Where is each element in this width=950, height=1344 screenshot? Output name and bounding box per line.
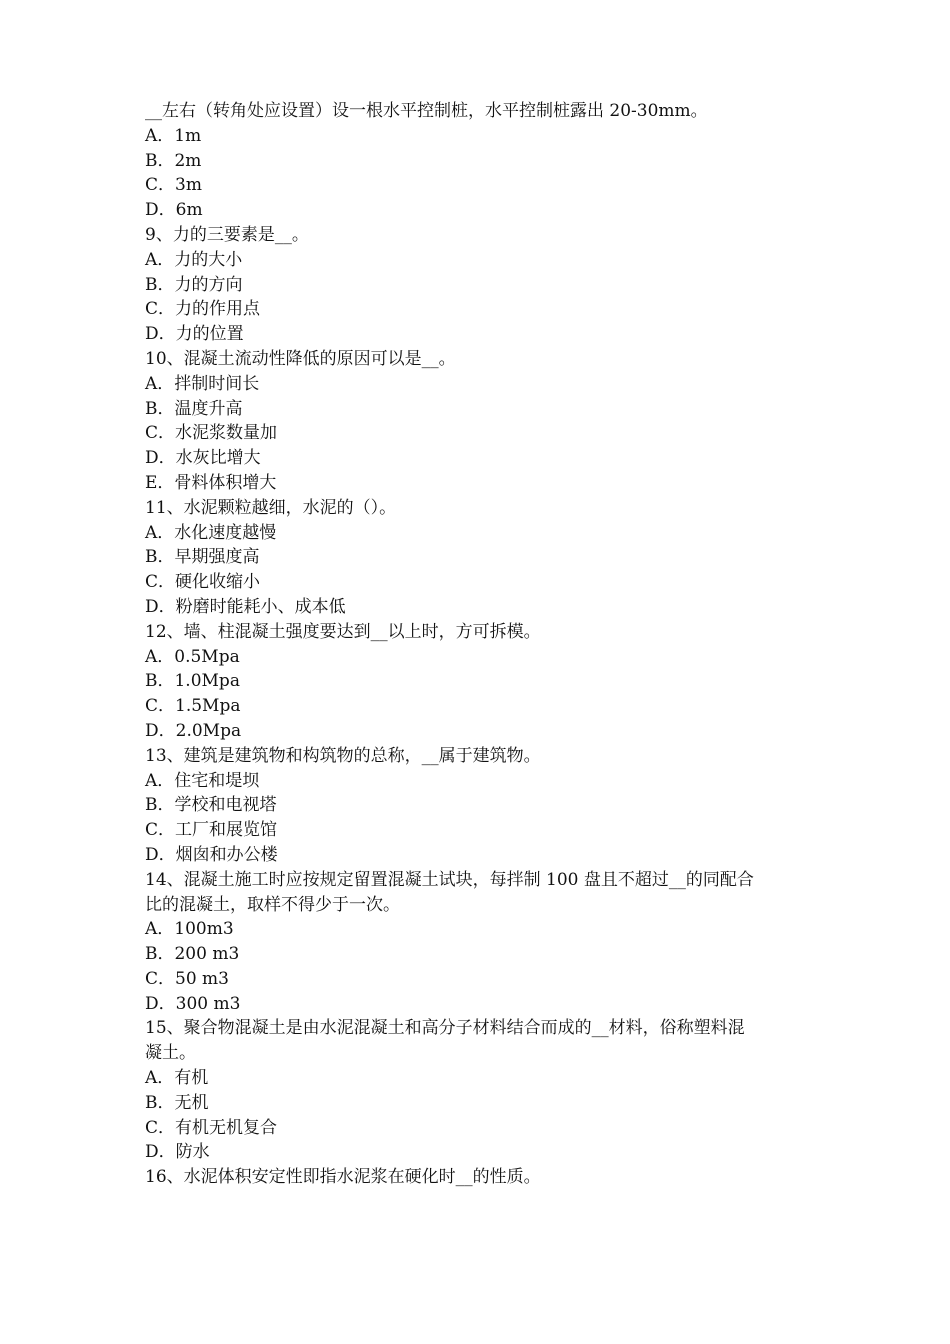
option-line: B．200 m3 [145,944,240,965]
option-line: C．水泥浆数量加 [145,423,278,444]
option-line: A．有机 [145,1068,209,1089]
document-body [145,99,815,1190]
option-line: B．1.0Mpa [145,671,240,692]
option-line: A．0.5Mpa [145,646,240,667]
option-line: A．100m3 [145,919,234,940]
option-line: D．水灰比增大 [145,448,261,469]
question-line-continued: 凝土。 [145,1043,196,1064]
option-line: A．1m [145,125,202,146]
option-line: C．3m [145,175,202,196]
text-line: __左右（转角处应设置）设一根水平控制桩，水平控制桩露出 20-30mm。 [145,101,708,121]
option-line: D．力的位置 [145,324,244,345]
option-line: C．力的作用点 [145,299,261,320]
option-line: A．拌制时间长 [145,373,260,394]
option-line: C．有机无机复合 [145,1117,278,1138]
option-line: D．2.0Mpa [145,720,242,741]
question-line: 9、力的三要素是__。 [145,224,309,245]
option-line: D．粉磨时能耗小、成本低 [145,596,346,617]
question-line: 10、混凝土流动性降低的原因可以是__。 [145,348,456,369]
question-line: 16、水泥体积安定性即指水泥浆在硬化时__的性质。 [145,1167,541,1188]
question-line-continued: 比的混凝土，取样不得少于一次。 [145,894,400,915]
option-line: B．学校和电视塔 [145,795,277,816]
option-line: B．力的方向 [145,274,243,295]
option-line: C．1.5Mpa [145,696,241,717]
question-line: 15、聚合物混凝土是由水泥混凝土和高分子材料结合而成的__材料，俗称塑料混 [145,1018,745,1039]
option-line: B．温度升高 [145,398,243,419]
option-line: B．无机 [145,1092,209,1113]
option-line: C．50 m3 [145,968,229,989]
question-line: 13、建筑是建筑物和构筑物的总称，__属于建筑物。 [145,745,541,766]
option-line: D．6m [145,200,203,221]
option-line: B．早期强度高 [145,547,260,568]
option-line: D．防水 [145,1142,210,1163]
option-line: D．烟囱和办公楼 [145,844,278,865]
question-line: 12、墙、柱混凝土强度要达到__以上时，方可拆模。 [145,621,541,642]
option-line: C．硬化收缩小 [145,572,261,593]
option-line: A．住宅和堤坝 [145,770,260,791]
option-line: C．工厂和展览馆 [145,820,278,841]
question-line: 11、水泥颗粒越细，水泥的（）。 [145,497,397,518]
option-line: E．骨料体积增大 [145,472,277,493]
option-line: B．2m [145,150,202,171]
option-line: D．300 m3 [145,993,241,1014]
option-line: A．水化速度越慢 [145,522,277,543]
option-line: A．力的大小 [145,249,243,270]
question-line: 14、混凝土施工时应按规定留置混凝土试块，每拌制 100 盘且不超过__的同配合 [145,869,754,890]
